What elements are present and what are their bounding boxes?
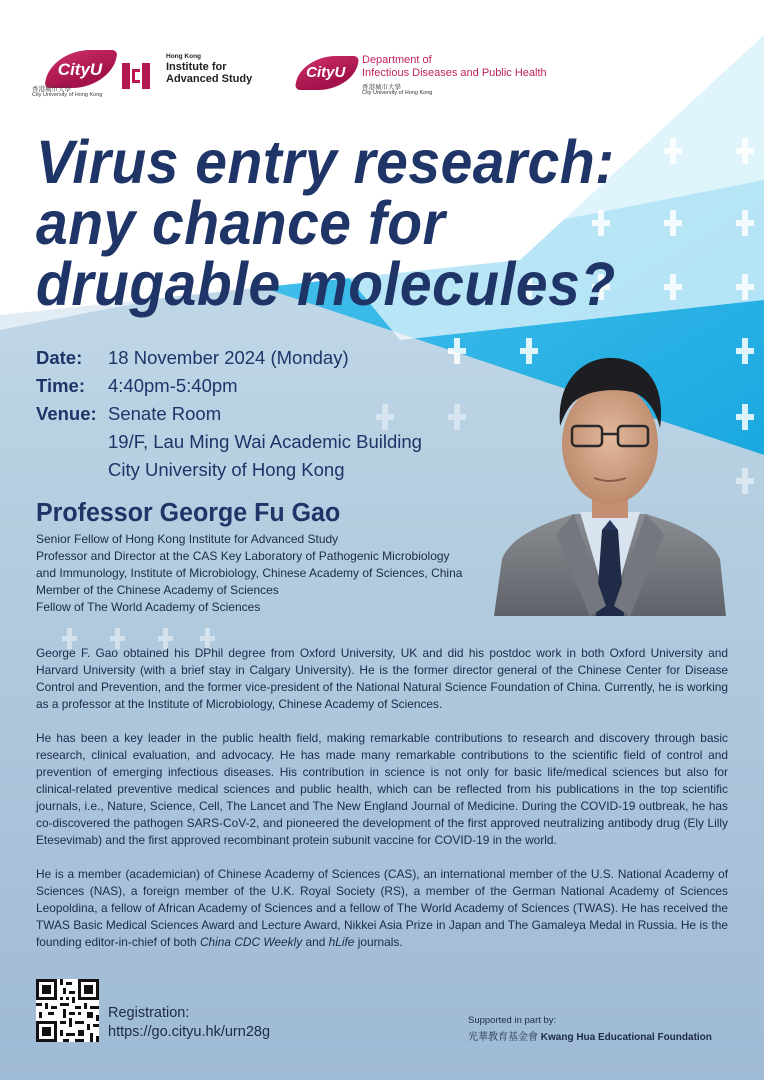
speaker-biography bbox=[36, 645, 728, 968]
date-row bbox=[36, 344, 476, 372]
speaker-title-line: Senior Fellow of Hong Kong Institute for Advanced Study bbox=[36, 532, 339, 546]
journal-china-cdc-weekly: China CDC Weekly bbox=[199, 935, 303, 949]
sponsor-chinese-name: 光華教育基金會 bbox=[468, 1032, 538, 1043]
title-line-3: drugable molecules? bbox=[36, 249, 616, 319]
speaker-titles bbox=[36, 531, 496, 616]
lecture-title bbox=[36, 127, 736, 319]
cityu-badge: CityU bbox=[44, 50, 118, 88]
cityu-logo bbox=[30, 50, 120, 102]
sponsor-english-name: Kwang Hua Educational Foundation bbox=[540, 1032, 712, 1043]
venue-line-3: City University of Hong Kong bbox=[108, 459, 345, 480]
time-row bbox=[36, 372, 476, 400]
registration-link[interactable]: https://go.cityu.hk/urn28g bbox=[108, 1024, 271, 1040]
date-value: 18 November 2024 (Monday) bbox=[108, 347, 349, 368]
venue-row bbox=[36, 400, 476, 428]
bio-paragraph-3: He is a member (academician) of Chinese Academy of Sciences (CAS), an international member of the U.S. National Academy of Sciences (NAS), a foreign member of the U.K. Royal Society (RS), a member of the German National Academy of Sciences Leopoldina, a fellow of African Academy of Sciences and a fellow of The World Academy of Sciences (TWAS). He has received the TWAS Basic Medical Sciences Award and Lecture Award, Nikkei Asia Prize in Japan and The Gamaleya Medal in Russia. He is the founding editor-in-chief of both China CDC Weekly and hLife journals. bbox=[36, 867, 728, 949]
cityu-english-name: City University of Hong Kong bbox=[32, 92, 103, 98]
speaker-portrait bbox=[494, 344, 726, 616]
department-logo: CityU Department of Infectious Diseases and Public Health 香港城市大學 City University of Hong Kong bbox=[292, 52, 552, 102]
speaker-name: Professor George Fu Gao bbox=[36, 498, 341, 528]
time-value: 4:40pm-5:40pm bbox=[108, 375, 238, 396]
registration-qr-code[interactable] bbox=[36, 979, 99, 1042]
hkias-logo: Hong Kong Institute for Advanced Study bbox=[122, 53, 262, 93]
date-label: Date: bbox=[36, 347, 83, 368]
support-label: Supported in part by: bbox=[468, 1015, 557, 1026]
bio-paragraph-1: George F. Gao obtained his DPhil degree from Oxford University, UK and did his postdoc work in both Oxford University and Harvard University (with a brief stay in Calgary University). He is the former director general of the Chinese Center for Disease Control and Prevention, and the former vice-president of the National Natural Science Foundation of China. Currently, he is working as a professor at the Institute of Microbiology, Chinese Academy of Sciences. bbox=[36, 646, 728, 711]
speaker-title-line: Fellow of The World Academy of Sciences bbox=[36, 600, 261, 614]
title-line-2: any chance for bbox=[36, 188, 446, 258]
registration-info bbox=[108, 1004, 270, 1042]
bio-paragraph-2: He has been a key leader in the public health field, making remarkable contributions to research and discovery through basic research, clinical evaluation, and advocacy. He has made many remarkable contributions to the scientific field of control and prevention of emerging infectious diseases. His contribution in science is not only for basic life/medical sciences but also for clinical-related preventive medical sciences and public health, which can be reflected from his publications in the top scientific journals, i.e., Nature, Science, Cell, The Lancet and The New England Journal of Medicine. During the COVID-19 outbreak, he has co-discovered the pathogen SARS-CoV-2, and pioneered the development of the first approved neutralizing antibody drug (Ely Lilly Etesevimab) and the first approved recombinant protein subunit vaccine for COVID-19 in the world. bbox=[36, 731, 728, 847]
venue-label: Venue: bbox=[36, 403, 97, 424]
venue-line-1: Senate Room bbox=[108, 403, 222, 424]
sponsor-info bbox=[468, 1015, 712, 1043]
speaker-title-line: Member of the Chinese Academy of Sciences bbox=[36, 583, 279, 597]
sponsor-name bbox=[468, 1028, 712, 1043]
speaker-title-line: and Immunology, Institute of Microbiology, Chinese Academy of Sciences, China bbox=[36, 566, 463, 580]
cityu-chinese-name: 香港城市大學 bbox=[32, 86, 71, 93]
event-details bbox=[36, 344, 476, 484]
journal-hlife: hLife bbox=[328, 935, 355, 949]
registration-label: Registration: bbox=[108, 1005, 190, 1021]
time-label: Time: bbox=[36, 375, 86, 396]
department-cityu-badge: CityU bbox=[294, 56, 359, 90]
title-line-1: Virus entry research: bbox=[36, 127, 615, 197]
venue-line-2: 19/F, Lau Ming Wai Academic Building bbox=[108, 431, 422, 452]
hkias-mark-icon bbox=[122, 63, 156, 89]
speaker-title-line: Professor and Director at the CAS Key Laboratory of Pathogenic Microbiology bbox=[36, 549, 450, 563]
